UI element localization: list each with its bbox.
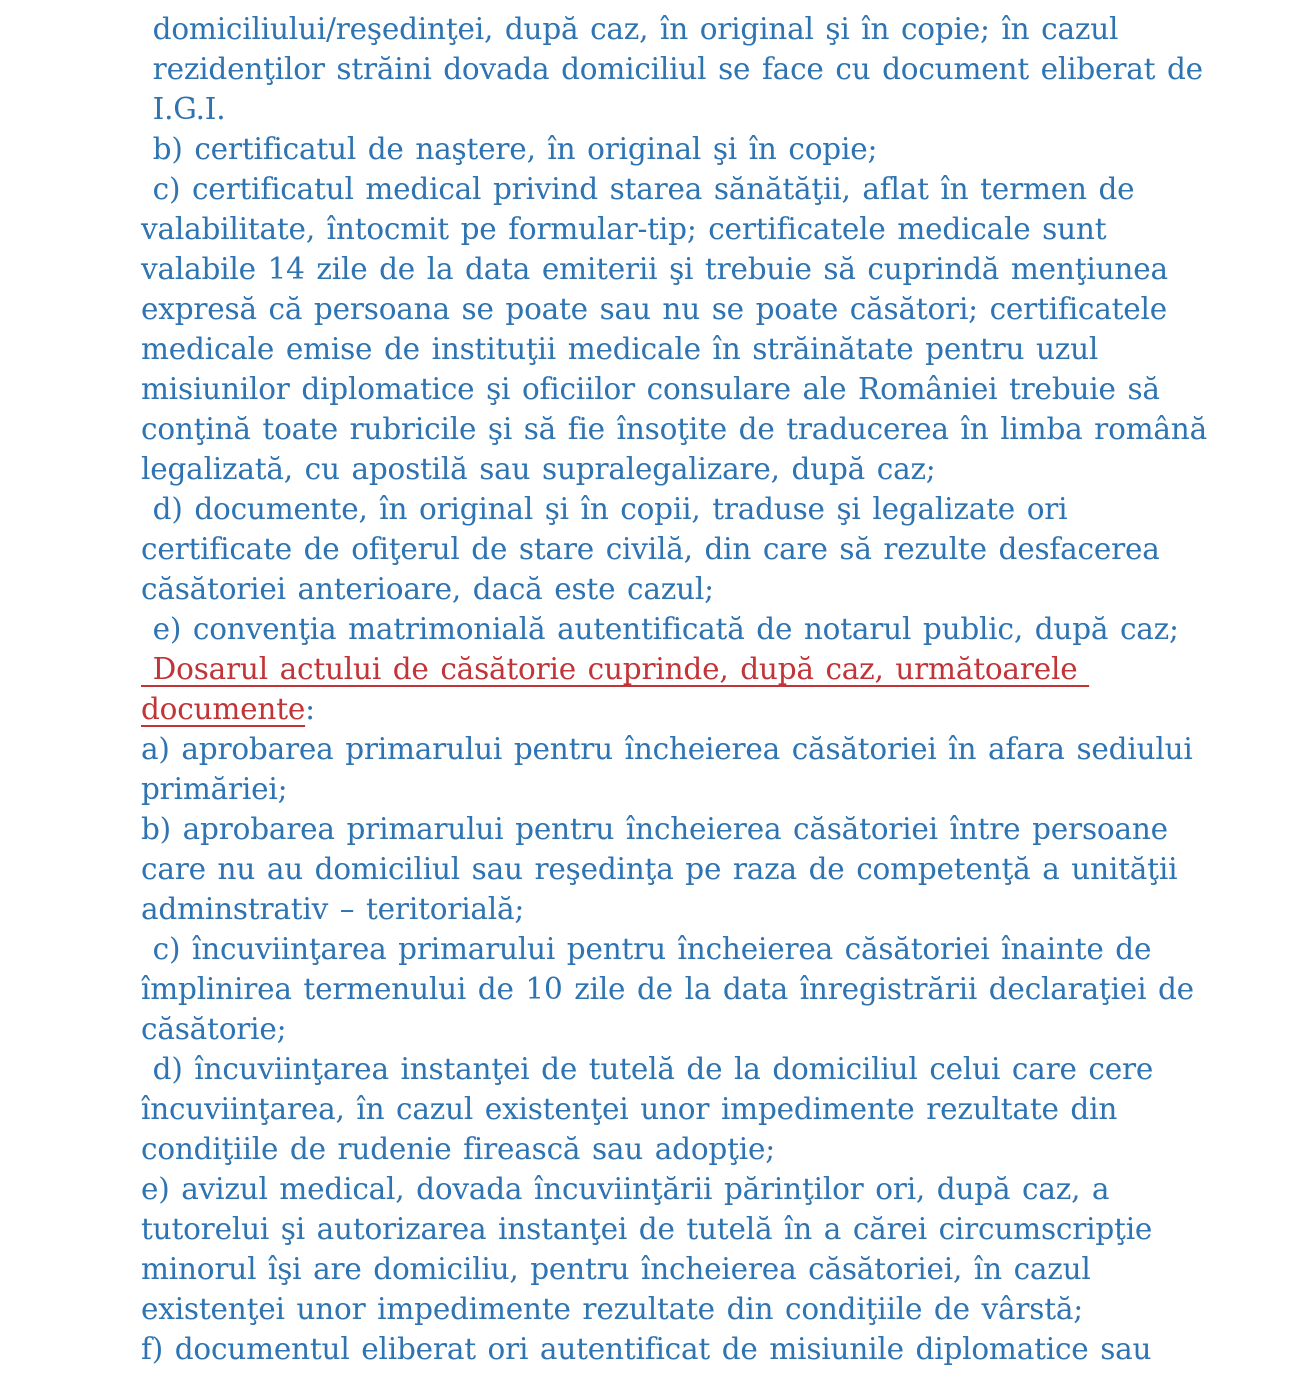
- text-line: [141, 1249, 1290, 1289]
- text-line: [141, 209, 1290, 249]
- text-line: [141, 569, 1290, 609]
- body-text: expresă că persoana se poate sau nu se poate căsători; certificatele: [141, 292, 1168, 326]
- body-text: încuviinţarea, în cazul existenţei unor impedimente rezultate din: [141, 1092, 1118, 1126]
- text-line: [141, 169, 1290, 209]
- body-text: b) aprobarea primarului pentru încheierea căsătoriei între persoane: [141, 812, 1168, 846]
- body-text: existenţei unor impedimente rezultate din condiţiile de vârstă;: [141, 1292, 1083, 1326]
- body-text: rezidenţilor străini dovada domiciliul se face cu document eliberat de: [141, 52, 1203, 86]
- body-text: I.G.I.: [141, 92, 226, 126]
- body-text: împlinirea termenului de 10 zile de la data înregistrării declaraţiei de: [141, 972, 1194, 1006]
- body-text: legalizată, cu apostilă sau supralegalizare, după caz;: [141, 452, 936, 486]
- text-line: [141, 889, 1290, 929]
- body-text: căsătorie;: [141, 1012, 287, 1046]
- text-line: [141, 649, 1290, 689]
- text-line: [141, 449, 1290, 489]
- body-text: medicale emise de instituţii medicale în străinătate pentru uzul: [141, 332, 1099, 366]
- text-line: [141, 1049, 1290, 1089]
- text-line: [141, 529, 1290, 569]
- body-text: condiţiile de rudenie firească sau adopţie;: [141, 1132, 775, 1166]
- text-line: [141, 969, 1290, 1009]
- body-text: primăriei;: [141, 772, 288, 806]
- text-line: [141, 1329, 1290, 1369]
- text-line: [141, 9, 1290, 49]
- text-line: [141, 609, 1290, 649]
- body-text: valabile 14 zile de la data emiterii şi trebuie să cuprindă menţiunea: [141, 252, 1168, 286]
- body-text: minorul îşi are domiciliu, pentru încheierea căsătoriei, în cazul: [141, 1252, 1091, 1286]
- text-line: [141, 1209, 1290, 1249]
- body-text: d) încuviinţarea instanţei de tutelă de la domiciliul celui care cere: [141, 1052, 1154, 1086]
- heading-text: documente: [141, 692, 306, 726]
- text-line: [141, 369, 1290, 409]
- body-text: e) avizul medical, dovada încuviinţării părinţilor ori, după caz, a: [141, 1172, 1110, 1206]
- body-text: c) certificatul medical privind starea sănătăţii, aflat în termen de: [141, 172, 1135, 206]
- body-text: domiciliului/reşedinţei, după caz, în original şi în copie; în cazul: [141, 12, 1119, 46]
- body-text: tutorelui şi autorizarea instanţei de tutelă în a cărei circumscripţie: [141, 1212, 1153, 1246]
- body-text: d) documente, în original şi în copii, traduse şi legalizate ori: [141, 492, 1068, 526]
- text-line: [141, 849, 1290, 889]
- text-line: [141, 1009, 1290, 1049]
- text-line: [141, 729, 1290, 769]
- text-line: [141, 249, 1290, 289]
- heading-text: Dosarul actului de căsătorie cuprinde, după caz, următoarele: [141, 652, 1090, 686]
- body-text: conţină toate rubricile şi să fie însoţite de traducerea în limba română: [141, 412, 1207, 446]
- text-line: [141, 929, 1290, 969]
- text-line: [141, 329, 1290, 369]
- text-line: [141, 49, 1290, 89]
- body-text: căsătoriei anterioare, dacă este cazul;: [141, 572, 714, 606]
- text-line: [141, 89, 1290, 129]
- body-text: f) documentul eliberat ori autentificat de misiunile diplomatice sau: [141, 1332, 1152, 1366]
- text-line: [141, 129, 1290, 169]
- body-text: adminstrativ – teritorială;: [141, 892, 525, 926]
- body-text: e) convenţia matrimonială autentificată de notarul public, după caz;: [141, 612, 1179, 646]
- text-line: [141, 689, 1290, 729]
- body-text: valabilitate, întocmit pe formular-tip; certificatele medicale sunt: [141, 212, 1107, 246]
- text-line: [141, 1089, 1290, 1129]
- body-text: c) încuviinţarea primarului pentru încheierea căsătoriei înainte de: [141, 932, 1152, 966]
- body-text: certificate de ofiţerul de stare civilă, din care să rezulte desfacerea: [141, 532, 1160, 566]
- body-text: b) certificatul de naştere, în original şi în copie;: [141, 132, 878, 166]
- text-line: [141, 1289, 1290, 1329]
- text-line: [141, 1129, 1290, 1169]
- body-text: :: [305, 692, 315, 726]
- body-text: care nu au domiciliul sau reşedinţa pe raza de competenţă a unităţii: [141, 852, 1178, 886]
- text-line: [141, 769, 1290, 809]
- text-line: [141, 409, 1290, 449]
- text-line: [141, 1169, 1290, 1209]
- text-line: [141, 809, 1290, 849]
- text-line: [141, 289, 1290, 329]
- text-line: [141, 489, 1290, 529]
- body-text: misiunilor diplomatice şi oficiilor consulare ale României trebuie să: [141, 372, 1160, 406]
- body-text: a) aprobarea primarului pentru încheierea căsătoriei în afara sediului: [141, 732, 1193, 766]
